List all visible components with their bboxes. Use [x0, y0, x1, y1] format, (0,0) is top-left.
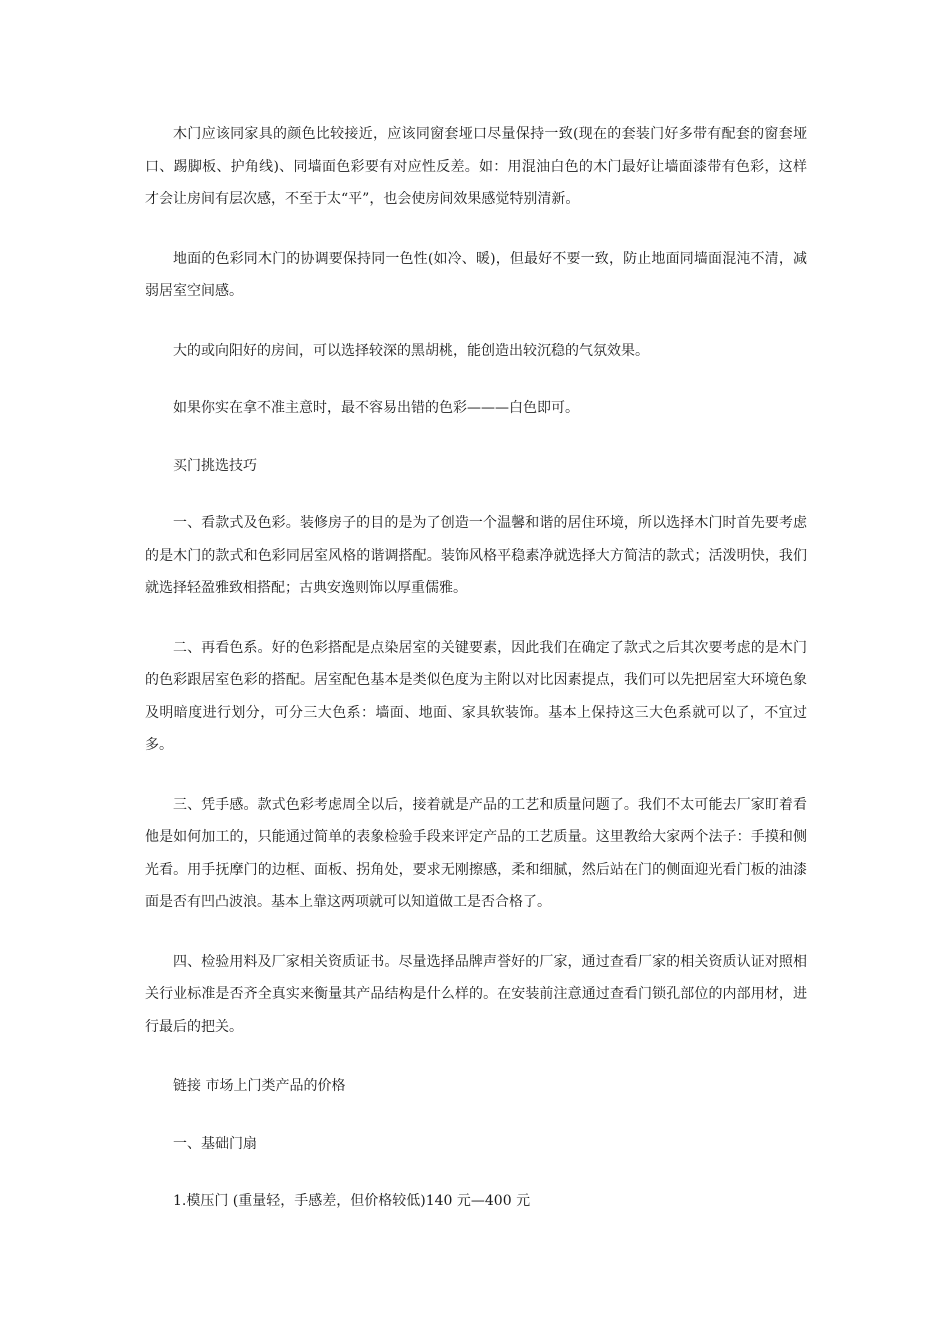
paragraph-large-room: 大的或向阳好的房间，可以选择较深的黑胡桃，能创造出较沉稳的气氛效果。	[173, 342, 649, 359]
section-heading-prices: 链接 市场上门类产品的价格	[173, 1078, 346, 1094]
paragraph-door-color-matching: 木门应该同家具的颜色比较接近，应该同窗套垭口尽量保持一致(现在的套装门好多带有配套的窗套垭口、踢脚板、护角线)、同墙面色彩要有对应性反差。如：用混油白色的木门最好让墙面漆带有色彩，这样才会让房间有层次感，不至于太“平”，也会使房间效果感觉特别清新。	[145, 126, 807, 207]
paragraph-floor-color: 地面的色彩同木门的协调要保持同一色性(如冷、暖)，但最好不要一致，防止地面同墙面混沌不清，减弱居室空间感。	[145, 250, 807, 299]
document-page	[145, 118, 807, 1243]
paragraph-tip-feel: 三、凭手感。款式色彩考虑周全以后，接着就是产品的工艺和质量问题了。我们不太可能去厂家盯着看他是如何加工的，只能通过简单的表象检验手段来评定产品的工艺质量。这里教给大家两个法子：手摸和侧光看。用手抚摩门的边框、面板、拐角处，要求无刚擦感，柔和细腻，然后站在门的侧面迎光看门板的油漆面是否有凹凸波浪。基本上靠这两项就可以知道做工是否合格了。	[145, 796, 807, 910]
price-item-molded-door: 1.模压门 (重量轻，手感差，但价格较低)140 元—400 元	[173, 1193, 531, 1209]
section-heading-buying-tips: 买门挑选技巧	[173, 457, 257, 474]
paragraph-tip-style: 一、看款式及色彩。装修房子的目的是为了创造一个温馨和谐的居住环境，所以选择木门时首先要考虑的是木门的款式和色彩同居室风格的谐调搭配。装饰风格平稳素净就选择大方简洁的款式；活泼明快，我们就选择轻盈雅致相搭配；古典安逸则饰以厚重儒雅。	[145, 515, 807, 596]
paragraph-white-color: 如果你实在拿不准主意时，最不容易出错的色彩———白色即可。	[173, 400, 579, 416]
paragraph-tip-color: 二、再看色系。好的色彩搭配是点染居室的关键要素，因此我们在确定了款式之后其次要考虑的是木门的色彩跟居室色彩的搭配。居室配色基本是类似色度为主附以对比因素提点，我们可以先把居室大环境色象及明暗度进行划分，可分三大色系：墙面、地面、家具软装饰。基本上保持这三大色系就可以了，不宜过多。	[145, 639, 807, 753]
paragraph-tip-materials: 四、检验用料及厂家相关资质证书。尽量选择品牌声誉好的厂家，通过查看厂家的相关资质认证对照相关行业标准是否齐全真实来衡量其产品结构是什么样的。在安装前注意通过查看门锁孔部位的内部用材，进行最后的把关。	[145, 953, 807, 1035]
subheading-basic-door: 一、基础门扇	[173, 1135, 257, 1152]
